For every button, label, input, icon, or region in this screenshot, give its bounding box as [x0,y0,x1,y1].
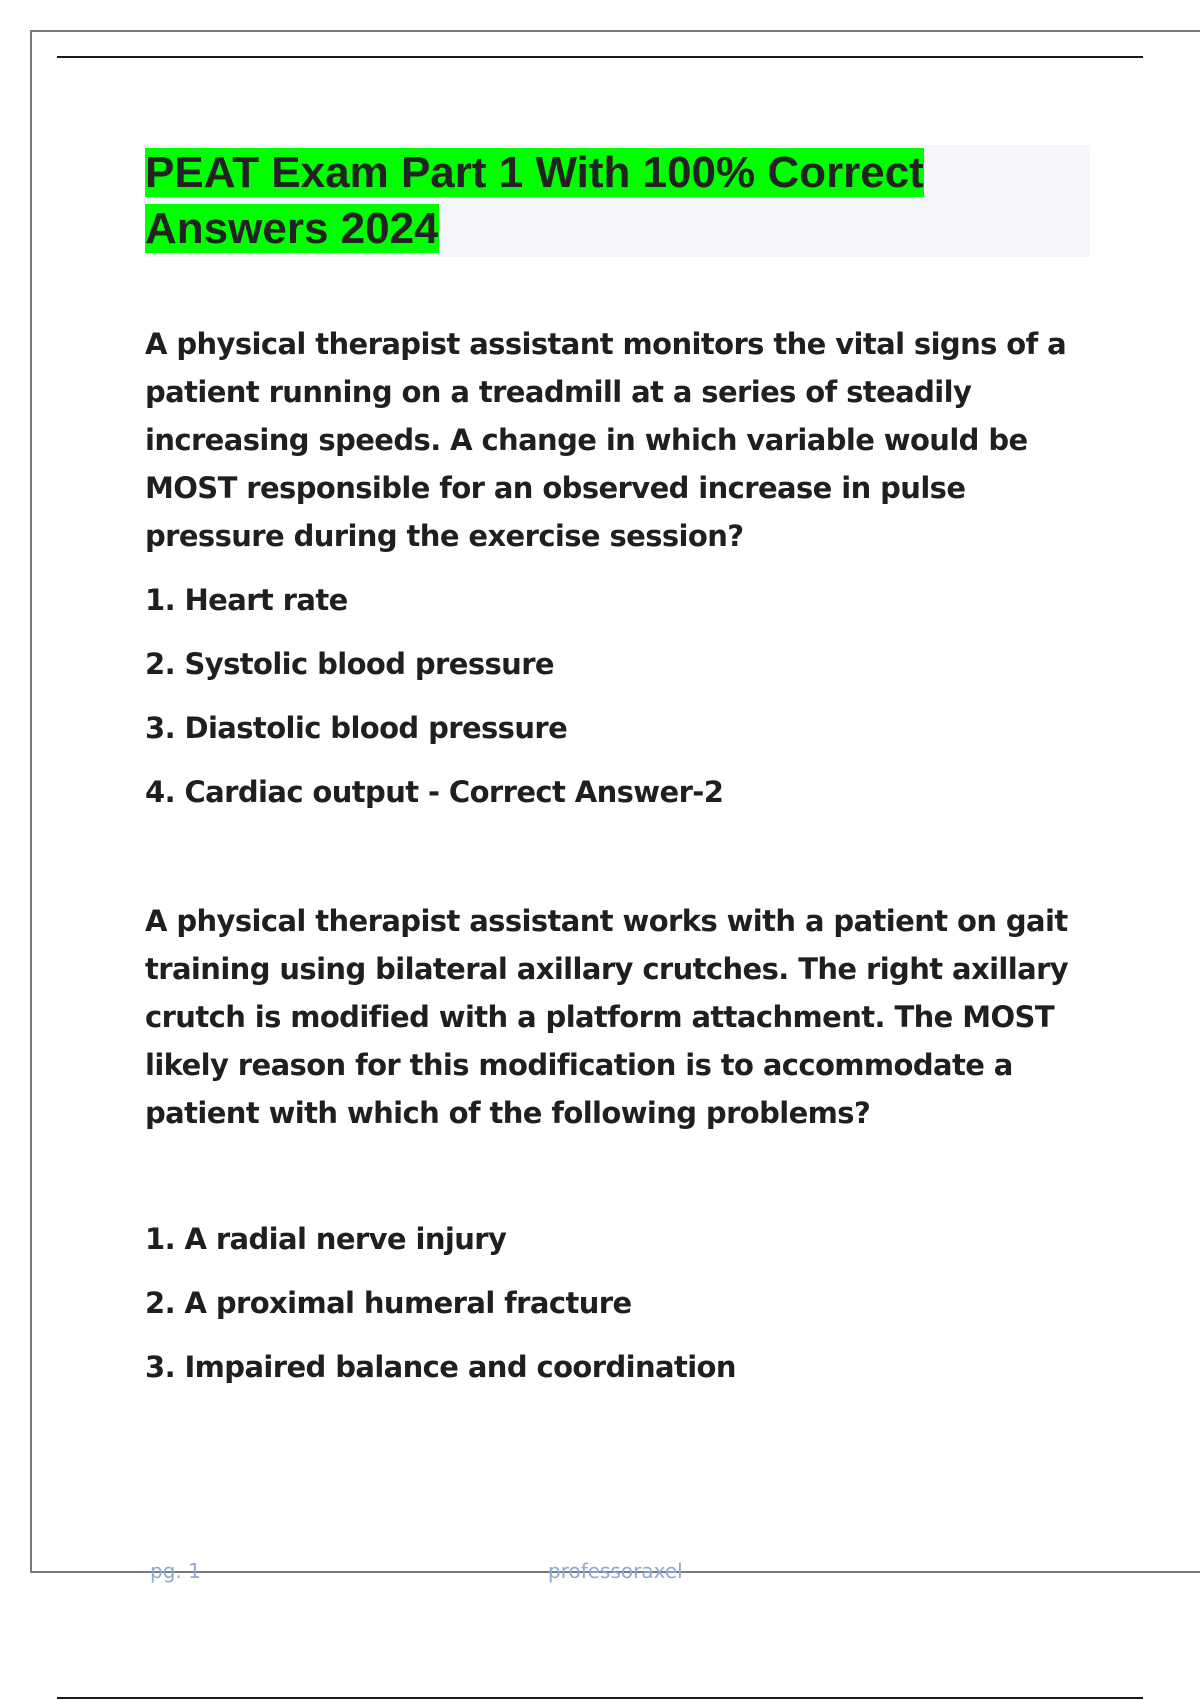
question-2-option-2: 2. A proximal humeral fracture [145,1286,632,1320]
question-2-text: A physical therapist assistant works with a patient on gait training using bilateral axillary crutches. The right axillary crutch is modified with a platform attachment. The MOST likely reason for this modification is to accommodate a patient with which of the following problems? [145,904,1069,1130]
title-line-1: PEAT Exam Part 1 With 100% Correct [145,148,924,197]
question-2 [145,897,1095,1137]
question-1-options [145,568,1095,824]
document-title [145,145,1090,257]
footer-page-number: pg. 1 [150,1559,201,1583]
question-1-option-1: 1. Heart rate [145,583,348,617]
question-1-text: A physical therapist assistant monitors the vital signs of a patient running on a treadmill at a series of steadily increasing speeds. A change in which variable would be MOST responsible for an observed increase in pulse pressure during the exercise session? [145,327,1067,553]
footer-brand: professoraxel [548,1559,683,1583]
question-2-option-1: 1. A radial nerve injury [145,1222,507,1256]
question-1-option-2: 2. Systolic blood pressure [145,647,554,681]
question-1-option-4: 4. Cardiac output - Correct Answer-2 [145,775,724,809]
title-line-2: Answers 2024 [145,204,439,253]
question-1-option-3: 3. Diastolic blood pressure [145,711,568,745]
title-block [145,145,1090,257]
question-2-options [145,1207,1095,1399]
header-rule [57,56,1143,58]
bottom-rule [57,1697,1143,1699]
question-1 [145,320,1095,560]
question-2-option-3: 3. Impaired balance and coordination [145,1350,736,1384]
